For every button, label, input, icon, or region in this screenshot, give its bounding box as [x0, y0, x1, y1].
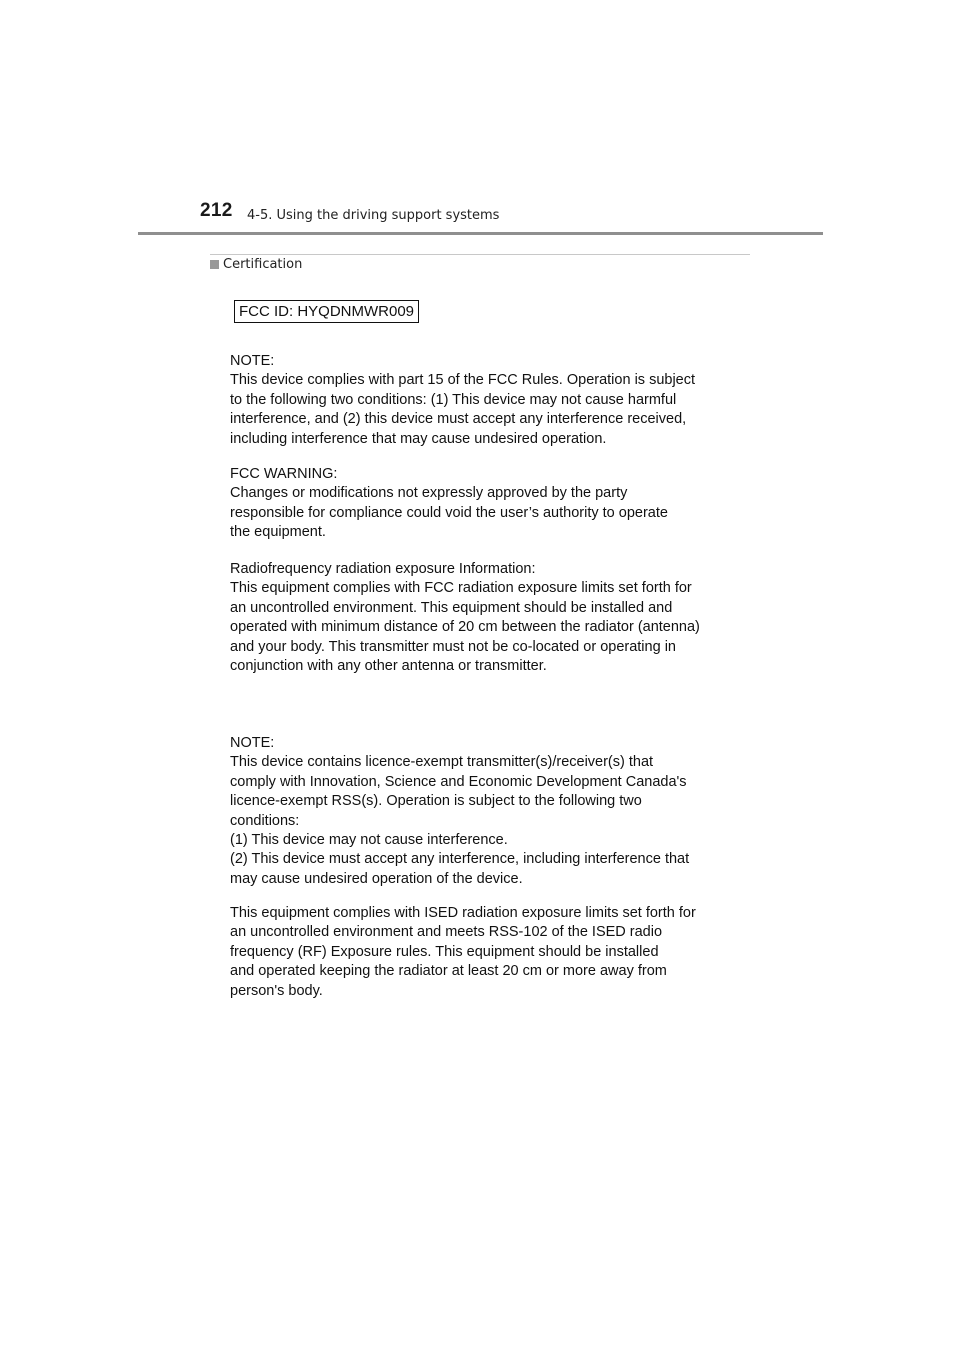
certification-label [230, 300, 740, 323]
section-title: 4-5. Using the driving support systems [247, 208, 500, 223]
certification-heading [210, 257, 302, 272]
fcc-id: FCC ID: HYQDNMWR009 [234, 300, 419, 323]
rf-exposure-info: Radiofrequency radiation exposure Information: This equipment complies with FCC radiation exposure limits set forth for an uncontrolled environment. This equipment should be installed and operated with minimum distance of 20 cm between the radiator (antenna) and your body. This transmitter must not be co-located or operating in conjunction with any other antenna or transmitter. [230, 561, 700, 675]
square-icon [210, 260, 219, 269]
subhead-divider [210, 254, 750, 255]
note-fcc-part15: NOTE: This device complies with part 15 of the FCC Rules. Operation is subject to the following two conditions: (1) This device may not cause harmful interference, and (2) this device must accept any interference received, including interference that may cause undesired operation. [230, 353, 696, 447]
page-header [0, 0, 960, 240]
note-canada-rss: NOTE: This device contains licence-exempt transmitter(s)/receiver(s) that comply with Innovation, Science and Economic Development Canada's licence-exempt RSS(s). Operation is subject to the following two conditions: (1) This device may not cause interference. (2) This device must accept any interference, including interference that may cause undesired operation of the device. [230, 735, 690, 887]
fcc-warning: FCC WARNING: Changes or modifications not expressly approved by the party responsible for compliance could void the user’s authority to operate the equipment. [230, 466, 668, 541]
ised-exposure-info: This equipment complies with ISED radiation exposure limits set forth for an uncontrolled environment and meets RSS-102 of the ISED radio frequency (RF) Exposure rules. This equipment should be installed and operated keeping the radiator at least 20 cm or more away from person's body. [230, 905, 696, 999]
fcc-id-box [230, 300, 740, 323]
page-number: 212 [200, 200, 233, 221]
certification-title: Certification [223, 257, 303, 272]
header-divider [138, 232, 823, 235]
